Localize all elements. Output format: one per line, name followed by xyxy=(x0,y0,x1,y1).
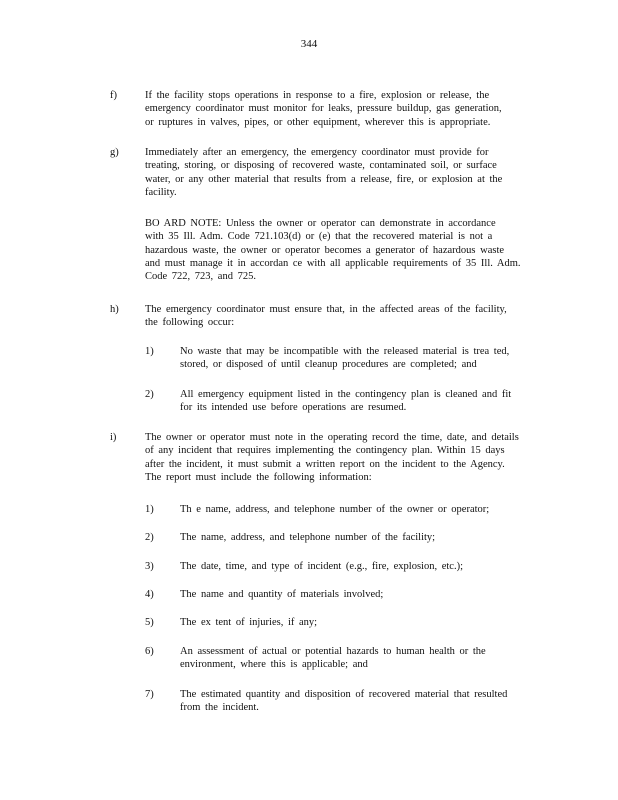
board-note xyxy=(145,217,522,283)
subitem-label: 1) xyxy=(145,346,154,357)
text-line: facility. xyxy=(145,186,177,198)
text-line: treating, storing, or disposing of recovered waste, contaminated soil, or surface xyxy=(145,160,497,172)
subitem-text xyxy=(180,560,463,573)
subitem-text xyxy=(180,388,536,415)
item-label-g: g) xyxy=(110,147,119,158)
text-line: The emergency coordinator must ensure that, in the affected areas of the facility, xyxy=(145,304,507,315)
item-g-text xyxy=(145,146,522,199)
item-i-text xyxy=(145,431,538,484)
text-line: The name, address, and telephone number of the facility; xyxy=(180,532,436,543)
subitem-text xyxy=(180,503,489,516)
subitem-label: 3) xyxy=(145,561,154,572)
text-line: or ruptures in valves, pipes, or other equipment, wherever this is appropriate. xyxy=(145,116,491,128)
subitem-text xyxy=(180,588,383,601)
item-h-text xyxy=(145,303,530,330)
item-label-i: i) xyxy=(110,432,117,443)
item-f-text xyxy=(145,89,507,129)
text-line: for its intended use before operations are resumed. xyxy=(180,402,407,414)
subitem-label: 1) xyxy=(145,504,154,515)
text-line: stored, or disposed of until cleanup procedures are completed; and xyxy=(180,359,477,371)
text-line: with 35 Ill. Adm. Code 721.103(d) or (e) that the recovered material is not a xyxy=(145,231,493,243)
text-line: from the incident. xyxy=(180,702,259,714)
text-line: water, or any other material that results from a release, fire, or explosion at the xyxy=(145,173,503,185)
text-line: The estimated quantity and disposition of recovered material that resulted xyxy=(180,689,508,700)
item-label-f: f) xyxy=(110,90,117,101)
subitem-text xyxy=(180,345,529,372)
text-line: Immediately after an emergency, the emergency coordinator must provide for xyxy=(145,147,489,158)
text-line: No waste that may be incompatible with the released material is trea ted, xyxy=(180,346,510,357)
subitem-label: 4) xyxy=(145,589,154,600)
text-line: The owner or operator must note in the operating record the time, date, and details xyxy=(145,432,519,443)
text-line: emergency coordinator must monitor for leaks, pressure buildup, gas generation, xyxy=(145,103,502,115)
text-line: the following occur: xyxy=(145,317,235,329)
text-line: The date, time, and type of incident (e.g., fire, explosion, etc.); xyxy=(180,561,463,572)
subitem-text xyxy=(180,688,531,715)
text-line: Code 722, 723, and 725. xyxy=(145,271,256,283)
text-line: of any incident that requires implementing the contingency plan. Within 15 days xyxy=(145,445,505,457)
text-line: environment, where this is applicable; and xyxy=(180,659,368,671)
item-label-h: h) xyxy=(110,304,119,315)
text-line: An assessment of actual or potential hazards to human health or the xyxy=(180,646,486,657)
subitem-label: 7) xyxy=(145,689,154,700)
text-line: BO ARD NOTE: Unless the owner or operator can demonstrate in accordance xyxy=(145,218,496,229)
subitem-text xyxy=(180,531,435,544)
text-line: All emergency equipment listed in the contingency plan is cleaned and fit xyxy=(180,389,512,400)
text-line: The report must include the following information: xyxy=(145,471,372,483)
text-line: after the incident, it must submit a written report on the incident to the Agency. xyxy=(145,458,505,470)
subitem-label: 6) xyxy=(145,646,154,657)
text-line: hazardous waste, the owner or operator becomes a generator of hazardous waste xyxy=(145,244,505,256)
subitem-label: 5) xyxy=(145,617,154,628)
text-line: Th e name, address, and telephone number of the owner or operator; xyxy=(180,504,490,515)
text-line: If the facility stops operations in response to a fire, explosion or release, the xyxy=(145,90,490,101)
text-line: The ex tent of injuries, if any; xyxy=(180,617,318,628)
text-line: and must manage it in accordan ce with all applicable requirements of 35 Ill. Adm. xyxy=(145,257,521,269)
text-line: The name and quantity of materials involved; xyxy=(180,589,384,600)
subitem-text xyxy=(180,616,317,629)
subitem-text xyxy=(180,645,505,672)
page-number: 344 xyxy=(300,38,318,50)
subitem-label: 2) xyxy=(145,532,154,543)
subitem-label: 2) xyxy=(145,389,154,400)
